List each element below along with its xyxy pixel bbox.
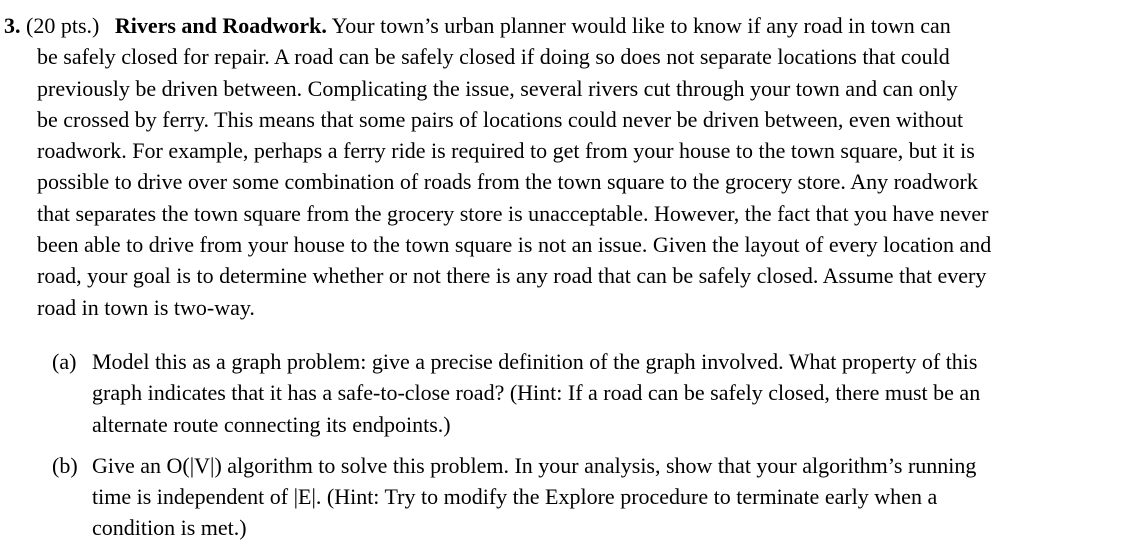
part-b (52, 450, 1132, 544)
part-a-line: Model this as a graph problem: give a precise definition of the graph involved. What property of this (92, 349, 978, 374)
part-a-line: alternate route connecting its endpoints.) (92, 411, 451, 437)
problem-text-line: be safely closed for repair. A road can be safely closed if doing so does not separate locations that could (37, 44, 950, 70)
problem-text-line: be crossed by ferry. This means that some pairs of locations could never be driven between, even without (37, 106, 964, 132)
problem-parts (52, 346, 1132, 544)
part-a-label: (a) (52, 349, 77, 374)
part-b-label: (b) (52, 452, 78, 478)
part-b-line: time is independent of |E|. (Hint: Try to modify the Explore procedure to terminate early when a (92, 484, 938, 510)
problem-text-line: roadwork. For example, perhaps a ferry ride is required to get from your house to the town square, but it is (37, 138, 975, 164)
problem-points: (20 pts.) (26, 13, 100, 38)
problem-number: 3. (4, 13, 21, 38)
problem-text-line: been able to drive from your house to the town square is not an issue. Given the layout of every location and (37, 232, 992, 258)
problem-title: Rivers and Roadwork. (114, 13, 327, 38)
problem-text-line: previously be driven between. Complicating the issue, several rivers cut through your town and can only (37, 75, 958, 101)
part-a (52, 346, 1132, 440)
problem-text-line: possible to drive over some combination of roads from the town square to the grocery store. Any roadwork (37, 169, 978, 195)
problem-text-line: road in town is two-way. (37, 294, 255, 320)
problem-first-line (4, 10, 1130, 41)
part-a-line: graph indicates that it has a safe-to-close road? (Hint: If a road can be safely closed, there must be an (92, 380, 981, 406)
part-b-line: Give an O(|V|) algorithm to solve this problem. In your analysis, show that your algorithm’s running (92, 452, 977, 478)
problem-text-line: Your town’s urban planner would like to know if any road in town can (331, 13, 951, 38)
part-b-line: condition is met.) (92, 515, 247, 541)
problem-text-line: that separates the town square from the grocery store is unacceptable. However, the fact that you have never (37, 200, 989, 226)
problem-statement (4, 10, 1130, 323)
problem-text-line: road, your goal is to determine whether or not there is any road that can be safely closed. Assume that every (37, 263, 987, 289)
